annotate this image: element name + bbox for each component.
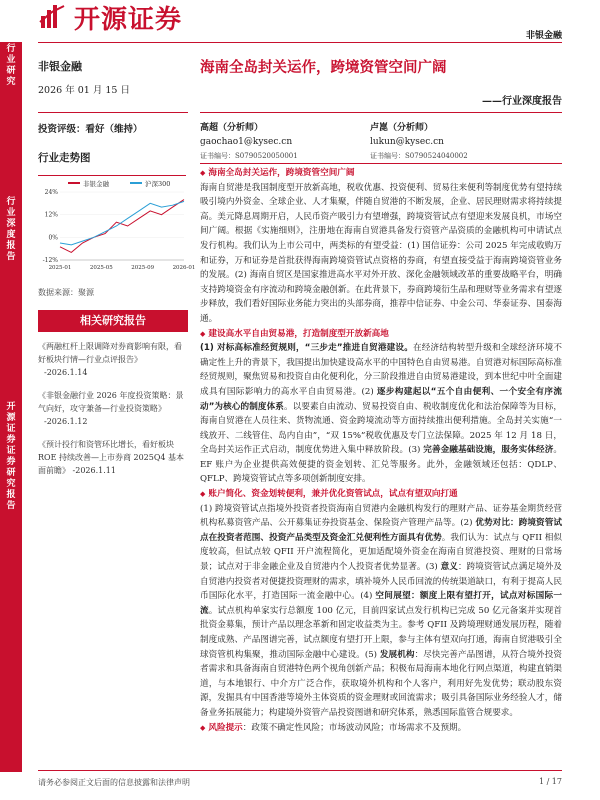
x-tick-label: 2025-05 — [89, 265, 113, 271]
section-heading: ◆ 账户简化、资金划转便利，兼并优化资管试点，试点有望双向打通 — [200, 487, 562, 502]
page-number: 1 / 17 — [538, 777, 562, 786]
title-divider — [200, 112, 562, 113]
report-body — [200, 166, 562, 735]
para-text: 。试点机构单家实行总额度 100 亿元，目前四家试点发行机构已完成 50 亿元备案并实现首批资金募集，预计产品以理念革新和固定收益类为主。参考 QFII 及跨境理财通发展历程，随着制度成熟、产品图谱完善，试点额度有望打开上限，参与主体有望双向打通，海南自贸港吸引全球资管机构集聚，推动国际金融中心建设。(5) — [200, 605, 562, 660]
side-label-brand: 开源证券 证券研究报告 — [6, 402, 16, 511]
related-report-date: -2026.1.12 — [44, 417, 88, 426]
logo-icon — [38, 2, 68, 32]
para-text: ：跨境资管试点满足境外及自贸港内投资者对便捷投资理财的需求，填补境外人民币回流的传统渠道缺口，有利于提高人民币国际化水平，打造国际一流金融中心。(4) — [200, 562, 562, 602]
related-report-date: -2026.1.14 — [44, 368, 88, 377]
series-line — [60, 201, 184, 245]
section-paragraph — [200, 502, 562, 721]
trend-chart — [38, 175, 196, 276]
side-band-top — [0, 42, 22, 382]
para-text: 。我们认为：试点与 QFII 相似度较高，但试点较 QFII 开户流程简化，更加适配境外资金在海南自贸港投资、理财的日常场景；试点对于非金融企业及自贸港内个人投资者优势显著。(3) — [200, 532, 562, 573]
author-divider — [200, 163, 562, 164]
section-paragraph — [200, 341, 562, 487]
chart-source: 数据来源：聚源 — [38, 288, 94, 297]
investment-rating: 投资评级：看好（维持） — [38, 124, 143, 135]
series-line — [60, 200, 184, 253]
risk-note — [200, 721, 562, 736]
para-text: 在经济结构转型升级和全球经济环境不确定性上升的背景下，我国提出加快建设高水平的中国特色自由贸易港。自贸港对标国际高标准经贸规则，聚焦贸易和投资自由化便利化，分三阶段推进自由贸易港建设，到本世纪中叶全面建成具有国际影响力的高水平自由贸易港。(2) — [200, 343, 562, 397]
section-paragraph: 海南自贸港是我国制度型开放新高地，税收优惠、投资便利、贸易往来便利等制度优势有望持续吸引境内外资金、全球企业、人才集聚，伴随自贸港的不断发展，企业、居民理财需求将持续提高。美元降息周期开启，人民币资产吸引力有望增强，跨境资管试点有望迎来发展良机，市场空间广阔。根据《实施细则》，注册地在海南自贸港具备发行资管产品资质的金融机构可申请试点发行机构。我们认为上市公司中，两类标的有望受益：(1) 国信证券：公司 2025 年完成收购万和证券，万和证券是首批获得海南跨境资管试点资格的券商，有望直接受益于海南跨境资管业务的发展。(2) 海南自贸区是国家推进高水平对外开放、深化金融领域改革的重要战略平台，明确支持跨境资金有序流动和跨境金融创新。在此背景下，券商跨境衍生品和理财等业务需求有望逐步释放，我们看好国际业务能力突出的头部券商，推荐中信证券、中金公司、华泰证券、国泰海通。 — [200, 182, 562, 324]
related-report-title: 《两融杠杆上限调降对券商影响有限，看好板块行情—行业点评报告》 — [38, 342, 182, 364]
para-lead: 完善金融基础设施，服务实体经济 — [423, 445, 554, 456]
footer-divider — [38, 770, 562, 771]
para-lead: 空间展望：额度上限有望打开，试点对标国际一流 — [200, 591, 562, 616]
author-cert: 证书编号：S0790520050001 — [200, 152, 298, 160]
report-title: 海南全岛封关运作，跨境资管空间广阔 — [200, 60, 447, 76]
section-heading: ◆ 海南全岛封关运作，跨境资管空间广阔 — [200, 166, 562, 181]
related-report[interactable] — [38, 340, 188, 379]
x-tick-label: 2025-09 — [131, 265, 155, 271]
para-text: ：尽快完善产品图谱，从符合境外投资者需求和具备海南自贸港特色两个视角创新产品；积极布局海南本地化行网点渠道，构建直销渠道，与本地银行、中介方广泛合作，获取境外机构和个人客户，利用好先发优势；联动股东资源，发掘具有中国香港等境外主体资质的资金理财或回流需求；吸引具备国际业务经验人才，储备业务拓展能力；构建境外资管产品投资图谱和研究体系，熟悉国际监管合规要求。 — [200, 649, 562, 718]
x-tick-label: 2025-01 — [48, 265, 72, 271]
header-divider — [38, 42, 562, 43]
para-text: 。以要素自由流动、贸易投资自由、税收制度优化和法治保障等为目标，海南自贸港在人员往来、货物流通、资金跨境流动等方面持续推出便利措施。全岛封关实施“一线放开、二线管住、岛内自由”，“双 15%”税收优惠及专门立法保障。2025 年 12 月 18 日，全岛封关运作正式启动，制度优势进入集中释放阶段。(3) — [200, 401, 562, 456]
para-text: (1) 跨境资管试点指境外投资者投资海南自贸港内金融机构发行的理财产品、证券基金期货经营机构私募资管产品、公开募集证券投资基金、保险资产管理产品等。(2) — [200, 503, 562, 529]
related-report[interactable] — [38, 389, 188, 428]
trend-chart-title: 行业走势图 — [38, 152, 91, 164]
para-lead: 发展机构 — [379, 649, 415, 660]
related-report-title: 《非银金融行业 2026 年度投资策略：景气向好，攻守兼备—行业投资策略》 — [38, 391, 184, 413]
legend-label: 非银金融 — [83, 180, 109, 188]
left-divider — [38, 112, 188, 113]
y-tick-label: 12% — [44, 211, 58, 219]
author-name: 高超（分析师） — [200, 123, 264, 133]
report-subtitle: ——行业深度报告 — [482, 96, 562, 107]
y-tick-label: -12% — [42, 257, 58, 264]
footer-disclaimer: 请务必参阅正文后面的信息披露和法律声明 — [38, 778, 190, 787]
report-category: 非银金融 — [525, 31, 562, 41]
side-band-bottom — [0, 382, 22, 772]
side-label-research: 行业研究 — [6, 44, 16, 87]
risk-text: ：政策不确定性风险；市场波动风险；市场需求不及预期。 — [242, 722, 467, 733]
y-tick-label: 24% — [44, 189, 58, 196]
para-lead: 意义 — [440, 562, 458, 573]
author-card — [370, 121, 468, 163]
risk-heading: ◆ 风险提示 — [200, 723, 243, 733]
related-report-date: -2026.1.11 — [72, 466, 116, 475]
trend-chart-svg — [38, 176, 196, 276]
para-text: 。EF 账户为企业提供高效便捷的资金划转、汇兑等服务。此外，金融领域还包括：QDLP、QFLP、跨境资管试点等多项创新制度安排。 — [200, 445, 562, 485]
related-report-title: 《预计投行和资管环比增长，看好板块 ROE 持续改善—上市券商 2025Q4 基本面前瞻》 — [38, 440, 185, 475]
related-report[interactable] — [38, 438, 188, 477]
author-email[interactable]: gaochao1@kysec.cn — [200, 137, 293, 147]
author-cert: 证书编号：S0790524040002 — [370, 152, 468, 160]
related-reports-list — [38, 340, 188, 477]
author-name: 卢崑（分析师） — [370, 123, 434, 133]
logo-text: 开源证券 — [74, 4, 183, 35]
report-date: 2026 年 01 月 15 日 — [38, 85, 130, 96]
para-lead: 优势对比：跨境资管试点在投资者范围、投资产品类型及资金汇兑便利性方面具有优势 — [200, 518, 562, 543]
x-tick-label: 2026-01 — [172, 265, 196, 271]
brand-logo — [38, 0, 182, 34]
para-lead: 逐步构建起以“五个自由便利、一个安全有序流动”为核心的制度体系 — [200, 386, 562, 412]
legend-label: 沪深300 — [145, 180, 171, 188]
author-email[interactable]: lukun@kysec.cn — [370, 137, 444, 147]
industry-name: 非银金融 — [38, 60, 82, 73]
y-tick-label: 0% — [48, 234, 58, 242]
author-card — [200, 121, 298, 163]
para-lead: (1) 对标高标准经贸规则，“三步走”推进自贸港建设。 — [200, 343, 413, 354]
section-heading: ◆ 建设高水平自由贸易港，打造制度型开放新高地 — [200, 327, 562, 342]
side-label-report-type: 行业深度报告 — [6, 197, 16, 262]
related-reports-header: 相关研究报告 — [38, 310, 188, 332]
